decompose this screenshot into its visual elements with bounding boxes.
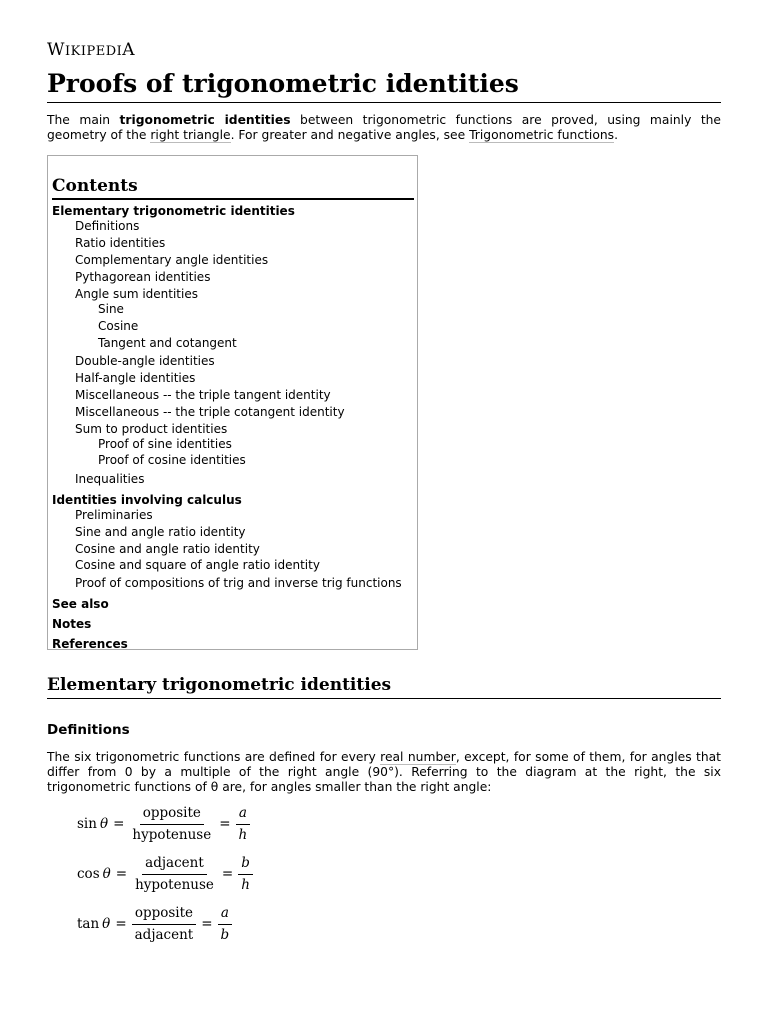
toc-item[interactable]: Half-angle identities <box>75 371 196 385</box>
real-number-link[interactable]: real number <box>380 750 456 764</box>
word-fraction <box>129 805 214 844</box>
toc-item[interactable]: References <box>52 637 128 651</box>
toc-item[interactable]: Pythagorean identities <box>75 270 211 284</box>
function-name: sin <box>77 816 97 832</box>
toc-item[interactable]: Cosine <box>98 319 139 333</box>
paragraph-text: The six trigonometric functions are defined for every <box>47 750 381 764</box>
intro-text: The main <box>47 113 120 127</box>
fraction-denominator: hypotenuse <box>135 876 214 893</box>
toc-item[interactable]: Elementary trigonometric identities <box>52 204 295 218</box>
toc-item[interactable]: Inequalities <box>75 472 145 486</box>
function-name: tan <box>77 916 100 932</box>
toc-item[interactable]: Proof of compositions of trig and inverse trig functions <box>75 576 402 590</box>
tangent-formula <box>77 904 232 944</box>
toc-item[interactable]: Cosine and square of angle ratio identity <box>75 558 320 572</box>
wordmark-part: A <box>122 40 136 60</box>
word-fraction <box>132 905 197 944</box>
fraction-denominator: hypotenuse <box>132 826 212 843</box>
sine-formula <box>77 804 250 844</box>
definitions-paragraph <box>47 750 721 795</box>
fraction-numerator: opposite <box>132 905 196 925</box>
intro-text: between trigonometric functions are proved, using mainly the geometry of the <box>47 113 721 142</box>
toc-item[interactable]: Ratio identities <box>75 236 166 250</box>
function-name: cos <box>77 866 100 882</box>
section-heading: Elementary trigonometric identities <box>47 674 721 699</box>
toc-item[interactable]: Miscellaneous -- the triple cotangent identity <box>75 405 345 419</box>
toc-item[interactable]: Miscellaneous -- the triple tangent identity <box>75 388 331 402</box>
toc-item[interactable]: Identities involving calculus <box>52 493 242 507</box>
cosine-formula <box>77 854 253 894</box>
toc-item[interactable]: Complementary angle identities <box>75 253 269 267</box>
theta-variable: θ <box>102 866 111 882</box>
fraction-denominator: adjacent <box>134 926 194 943</box>
equals-sign: = <box>221 866 234 882</box>
right-triangle-link[interactable]: right triangle <box>150 128 231 142</box>
page-title: Proofs of trigonometric identities <box>47 68 721 103</box>
toc-item[interactable]: Sum to product identities <box>75 422 228 436</box>
equals-sign: = <box>115 916 127 932</box>
toc-item[interactable]: Notes <box>52 617 92 631</box>
letter-fraction <box>238 855 253 894</box>
fraction-numerator: b <box>238 855 253 875</box>
fraction-numerator: a <box>218 905 232 925</box>
toc-item[interactable]: Proof of cosine identities <box>98 453 246 467</box>
intro-text: . <box>614 128 618 142</box>
intro-bold-term: trigonometric identities <box>119 113 291 127</box>
trigonometric-functions-link[interactable]: Trigonometric functions <box>469 128 615 142</box>
toc-item[interactable]: Tangent and cotangent <box>98 336 237 350</box>
toc-item[interactable]: See also <box>52 597 109 611</box>
word-fraction <box>132 855 217 894</box>
letter-fraction <box>218 905 233 944</box>
fraction-denominator: b <box>220 926 230 943</box>
toc-item[interactable]: Proof of sine identities <box>98 437 232 451</box>
theta-variable: θ <box>102 916 111 932</box>
equals-sign: = <box>219 816 231 832</box>
toc-item[interactable]: Cosine and angle ratio identity <box>75 542 260 556</box>
intro-text: . For greater and negative angles, see <box>230 128 470 142</box>
subsection-heading: Definitions <box>47 722 130 738</box>
toc-title: Contents <box>52 174 414 200</box>
fraction-numerator: opposite <box>140 805 204 825</box>
toc-item[interactable]: Angle sum identities <box>75 287 198 301</box>
equals-sign: = <box>201 916 213 932</box>
wikipedia-wordmark[interactable] <box>47 40 135 60</box>
theta-variable: θ <box>99 816 109 832</box>
fraction-numerator: a <box>236 805 250 825</box>
letter-fraction <box>236 805 251 844</box>
toc-item[interactable]: Sine <box>98 302 124 316</box>
fraction-denominator: h <box>241 876 250 893</box>
intro-paragraph <box>47 113 721 143</box>
toc-item[interactable]: Preliminaries <box>75 508 153 522</box>
toc-item[interactable]: Definitions <box>75 219 140 233</box>
wordmark-part: W <box>47 40 65 60</box>
toc-item[interactable]: Double-angle identities <box>75 354 215 368</box>
fraction-numerator: adjacent <box>142 855 207 875</box>
wordmark-part: IKIPEDI <box>64 44 123 59</box>
table-of-contents <box>47 155 418 650</box>
equals-sign: = <box>115 866 128 882</box>
toc-item[interactable]: Sine and angle ratio identity <box>75 525 246 539</box>
paragraph-text: , except, for some of them, for angles that differ from 0 by a multiple of the right angle (90°). Referring to the diagram at the right, the six trigonometric functions of θ are, for angles smaller than the right angle: <box>47 750 721 794</box>
equals-sign: = <box>113 816 125 832</box>
fraction-denominator: h <box>238 826 248 843</box>
